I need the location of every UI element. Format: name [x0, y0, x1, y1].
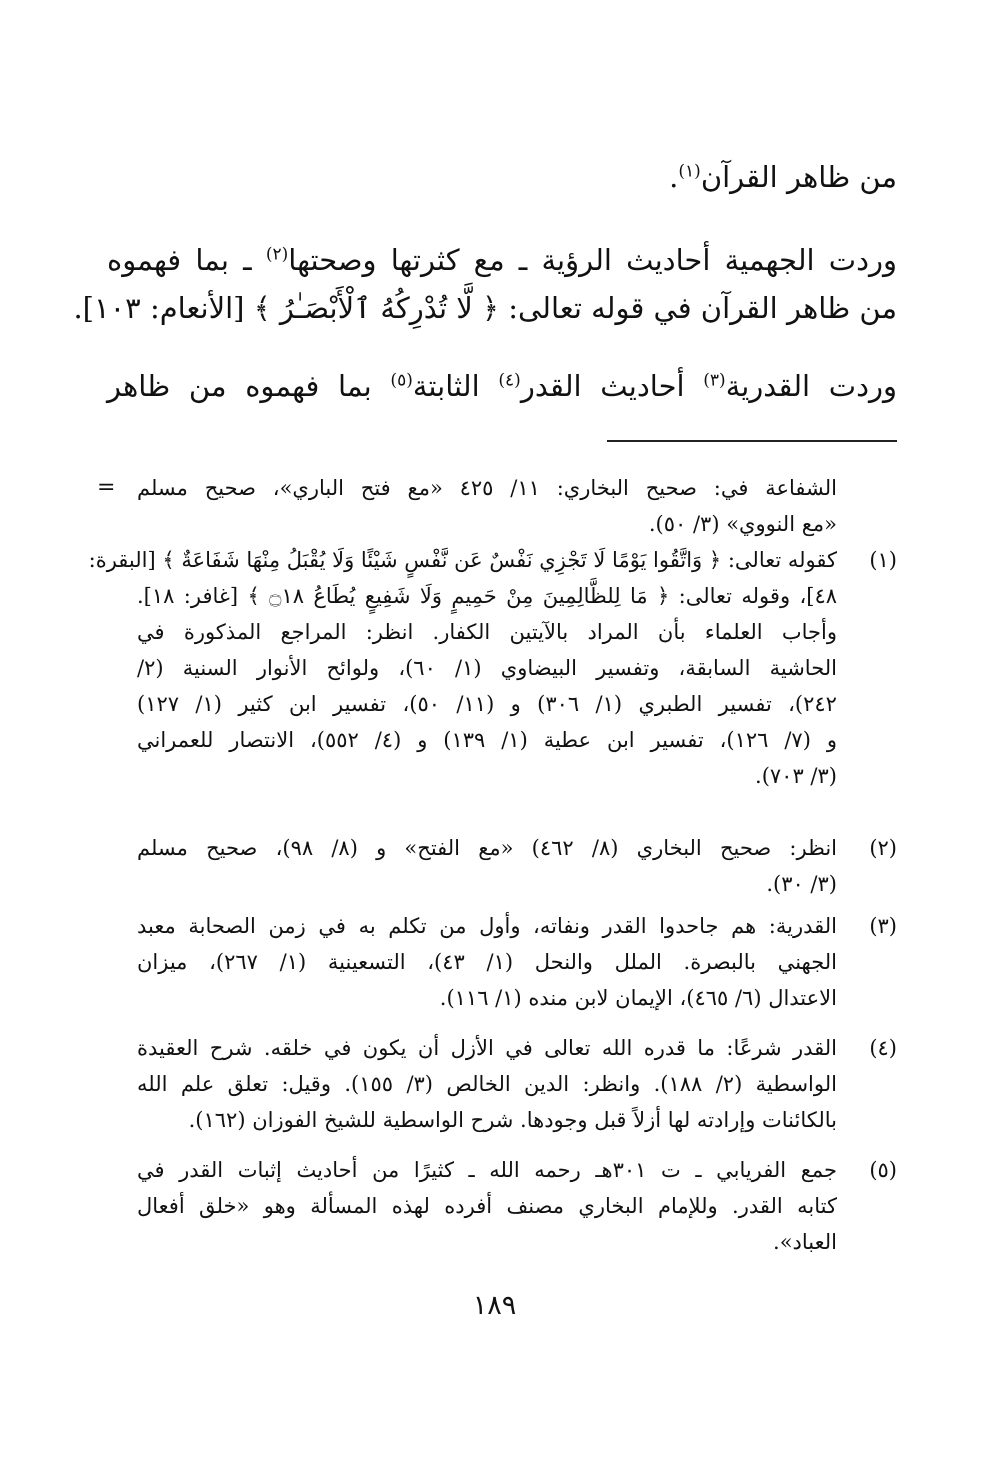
- footnote-lines: [137, 1152, 837, 1260]
- main-text-line-4-part-d: بما فهموه من ظاهر: [107, 369, 372, 403]
- footnote-1: [88, 542, 897, 794]
- footnote-number: (٣): [869, 914, 897, 938]
- footnote-line: (٣/ ٣٠).: [766, 872, 837, 896]
- footnote-lines: [88, 542, 837, 794]
- footnote-lines: [137, 1030, 837, 1138]
- footnote-line: القدر شرعًا: ما قدره الله تعالى في الأزل أن يكون في خلقه. شرح العقيدة: [137, 1036, 837, 1060]
- footnote-line: و (٧/ ١٢٦)، تفسير ابن عطية (١/ ١٣٩) و (٤/ ٥٥٢)، الانتصار للعمراني: [137, 728, 837, 752]
- main-text-line-1: [107, 160, 897, 195]
- main-text-line-3-text: من ظاهر القرآن في قوله تعالى: ﴿ لَّا تُدْرِكُهُ ٱلْأَبْصَـٰرُ ﴾ [الأنعام: ١٠٣].: [73, 291, 897, 325]
- footnote-number: (٢): [869, 836, 897, 860]
- footnote-line: الحاشية السابقة، وتفسير البيضاوي (١/ ٦٠)، ولوائح الأنوار السنية (٢/: [137, 656, 837, 680]
- main-text-line-2: [107, 243, 897, 278]
- footnote-ref-3[interactable]: (٣): [703, 370, 726, 391]
- footnote-lines: [137, 908, 837, 1016]
- main-text-line-4-part-c: الثابتة: [412, 369, 480, 403]
- footnote-line: الواسطية (٢/ ١٨٨). وانظر: الدين الخالص (٣/ ١٥٥). وقيل: تعلق علم الله: [137, 1072, 837, 1096]
- footnote-line: كقوله تعالى: ﴿ وَاتَّقُوا يَوْمًا لَا تَجْزِي نَفْسٌ عَن نَّفْسٍ شَيْئًا وَلَا يُقْبَلُ مِنْهَا شَفَاعَةٌ ﴾ [البقرة:: [88, 548, 837, 572]
- footnote-number: (٤): [869, 1036, 897, 1060]
- footnote-line: ٤٨]، وقوله تعالى: ﴿ مَا لِلظَّالِمِينَ مِنْ حَمِيمٍ وَلَا شَفِيعٍ يُطَاعُ ۝١٨ ﴾ [غافر: ١٨].: [137, 584, 837, 608]
- footnote-number: (١): [869, 548, 897, 572]
- footnote-line: ٢٤٢)، تفسير الطبري (١/ ٣٠٦) و (١١/ ٥٠)، تفسير ابن كثير (١/ ١٢٧): [137, 692, 837, 716]
- footnote-separator: [607, 440, 897, 442]
- footnote-line: العباد».: [773, 1230, 837, 1254]
- main-text-line-1-end: .: [669, 160, 679, 194]
- footnote-line: (٣/ ٧٠٣).: [755, 764, 837, 788]
- footnote-continuation: [97, 470, 897, 542]
- footnote-ref-1[interactable]: (١): [678, 161, 701, 182]
- footnote-2: [97, 830, 897, 902]
- main-text-line-1-text: من ظاهر القرآن: [700, 160, 897, 194]
- footnote-line: الاعتدال (٦/ ٤٦٥)، الإيمان لابن منده (١/ ١١٦).: [439, 986, 837, 1010]
- footnote-lines: [137, 830, 837, 902]
- footnote-line: انظر: صحيح البخاري (٨/ ٤٦٢) «مع الفتح» و (٨/ ٩٨)، صحيح مسلم: [137, 836, 838, 860]
- footnote-line: الجهني بالبصرة. الملل والنحل (١/ ٤٣)، التسعينية (١/ ٢٦٧)، ميزان: [137, 950, 837, 974]
- continuation-mark: =: [97, 475, 116, 500]
- page-number: ١٨٩: [472, 1290, 517, 1321]
- footnote-line: وأجاب العلماء بأن المراد بالآيتين الكفار. انظر: المراجع المذكورة في: [137, 620, 837, 644]
- footnote-4: [97, 1030, 897, 1138]
- main-text-line-2-part-b: ـ بما فهموه: [107, 243, 252, 277]
- footnote-ref-5[interactable]: (٥): [390, 370, 413, 391]
- footnote-line: القدرية: هم جاحدوا القدر ونفاته، وأول من تكلم به في زمن الصحابة معبد: [137, 914, 837, 938]
- footnote-ref-4[interactable]: (٤): [498, 370, 521, 391]
- main-text-line-4-part-b: أحاديث القدر: [520, 369, 685, 403]
- footnote-line: بالكائنات وإرادته لها أزلاً قبل وجودها. شرح الواسطية للشيخ الفوزان (١٦٢).: [188, 1108, 837, 1132]
- main-text-line-4-part-a: وردت القدرية: [725, 369, 898, 403]
- footnote-line: «مع النووي» (٣/ ٥٠).: [648, 512, 837, 536]
- main-text-line-4: [107, 369, 897, 404]
- footnote-line: جمع الفريابي ـ ت ٣٠١هـ رحمه الله ـ كثيرًا من أحاديث إثبات القدر في: [137, 1158, 837, 1182]
- footnote-number: (٥): [869, 1158, 897, 1182]
- footnote-line: الشفاعة في: صحيح البخاري: ١١/ ٤٢٥ «مع فتح الباري»، صحيح مسلم: [137, 476, 837, 500]
- main-text-line-3: [73, 291, 897, 326]
- footnote-ref-2[interactable]: (٢): [265, 244, 289, 265]
- footnote-5: [97, 1152, 897, 1260]
- footnote-3: [97, 908, 897, 1016]
- footnote-line: كتابه القدر. وللإمام البخاري مصنف أفرده لهذه المسألة وهو «خلق أفعال: [137, 1194, 837, 1218]
- footnote-continuation-lines: [137, 470, 837, 542]
- main-text-line-2-part-a: وردت الجهمية أحاديث الرؤية ـ مع كثرتها وصحتها: [288, 243, 897, 277]
